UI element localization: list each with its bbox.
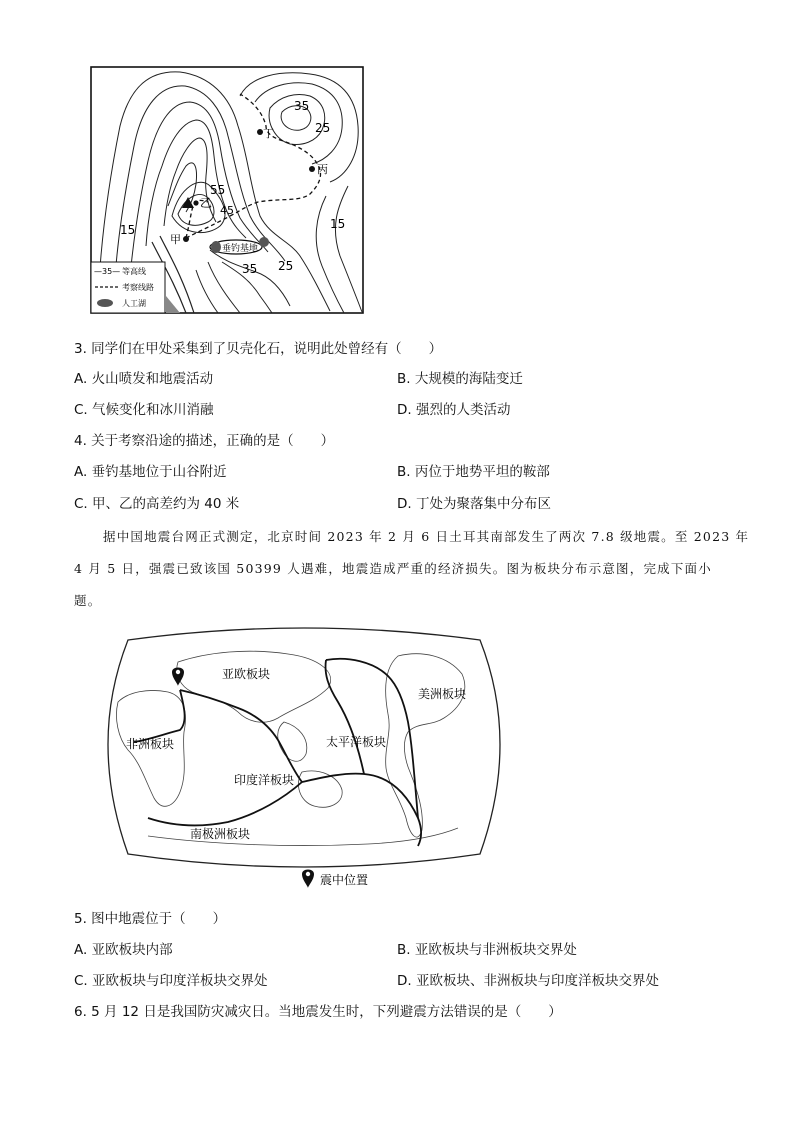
passage-line-2: 4 月 5 日，强震已致该国 50399 人遇难，地震造成严重的经济损失。图为板块分布示意图，完成下面小 <box>74 561 712 576</box>
label-fishing-base: 垂钓基地 <box>222 244 259 254</box>
q4-option-b[interactable]: B. 丙位于地势平坦的鞍部 <box>397 464 550 480</box>
label-bing: 丙 <box>317 163 328 176</box>
point-yi <box>193 200 198 205</box>
contour-label-15a: 15 <box>120 223 136 237</box>
q3-option-c[interactable]: C. 气候变化和冰川消融 <box>74 402 214 418</box>
legend-lake-icon <box>97 299 113 307</box>
contour-label-55: 55 <box>210 183 226 197</box>
legend-contour-code: —35— <box>94 267 121 276</box>
q3-option-b[interactable]: B. 大规模的海陆变迁 <box>397 371 523 387</box>
contour-label-25b: 25 <box>278 259 294 273</box>
point-bing <box>309 166 315 172</box>
q5-option-a[interactable]: A. 亚欧板块内部 <box>74 942 173 958</box>
label-jia: 甲 <box>170 233 181 246</box>
contour-label-35: 35 <box>294 99 310 113</box>
contour-label-35b: 35 <box>242 262 258 276</box>
legend-epicenter: 震中位置 <box>320 873 369 887</box>
q3-option-d[interactable]: D. 强烈的人类活动 <box>397 402 511 418</box>
q6-stem: 6. 5 月 12 日是我国防灾减灾日。当地震发生时，下列避震方法错误的是（ ） <box>74 1004 562 1020</box>
label-antarctic-plate: 南极洲板块 <box>190 827 251 841</box>
plate-map <box>88 622 520 894</box>
contour-label-15b: 15 <box>330 217 346 231</box>
legend-epicenter-icon <box>302 870 314 889</box>
label-eurasian-plate: 亚欧板块 <box>222 667 271 681</box>
q4-option-c[interactable]: C. 甲、乙的高差约为 40 米 <box>74 496 240 512</box>
q3-stem: 3. 同学们在甲处采集到了贝壳化石，说明此处曾经有（ ） <box>74 341 443 357</box>
q5-stem: 5. 图中地震位于（ ） <box>74 911 227 927</box>
contour-map <box>90 66 364 314</box>
label-ding: 丁 <box>263 127 274 140</box>
q4-stem: 4. 关于考察沿途的描述，正确的是（ ） <box>74 433 335 449</box>
label-american-plate: 美洲板块 <box>418 687 467 701</box>
passage-line-3: 题。 <box>74 593 102 608</box>
q4-option-a[interactable]: A. 垂钓基地位于山谷附近 <box>74 464 227 480</box>
contour-label-25: 25 <box>315 121 331 135</box>
label-pacific-plate: 太平洋板块 <box>326 735 387 749</box>
legend-route: 考察线路 <box>122 283 154 292</box>
label-yi: 乙 <box>200 196 213 210</box>
contour-label-45: 45 <box>220 204 234 217</box>
legend-contour: 等高线 <box>122 267 146 276</box>
label-indian-plate: 印度洋板块 <box>234 773 295 787</box>
passage-line-1: 据中国地震台网正式测定，北京时间 2023 年 2 月 6 日土耳其南部发生了两次 7.8 级地震。至 2023 年 <box>103 529 750 544</box>
q5-option-b[interactable]: B. 亚欧板块与非洲板块交界处 <box>397 942 577 958</box>
lake-fill <box>211 241 221 253</box>
q4-option-d[interactable]: D. 丁处为聚落集中分布区 <box>397 496 551 512</box>
label-african-plate: 非洲板块 <box>126 737 175 751</box>
q5-option-d[interactable]: D. 亚欧板块、非洲板块与印度洋板块交界处 <box>397 973 659 989</box>
point-jia <box>183 236 189 242</box>
legend-lake: 人工湖 <box>122 299 146 308</box>
q5-option-c[interactable]: C. 亚欧板块与印度洋板块交界处 <box>74 973 268 989</box>
q3-option-a[interactable]: A. 火山喷发和地震活动 <box>74 371 214 387</box>
